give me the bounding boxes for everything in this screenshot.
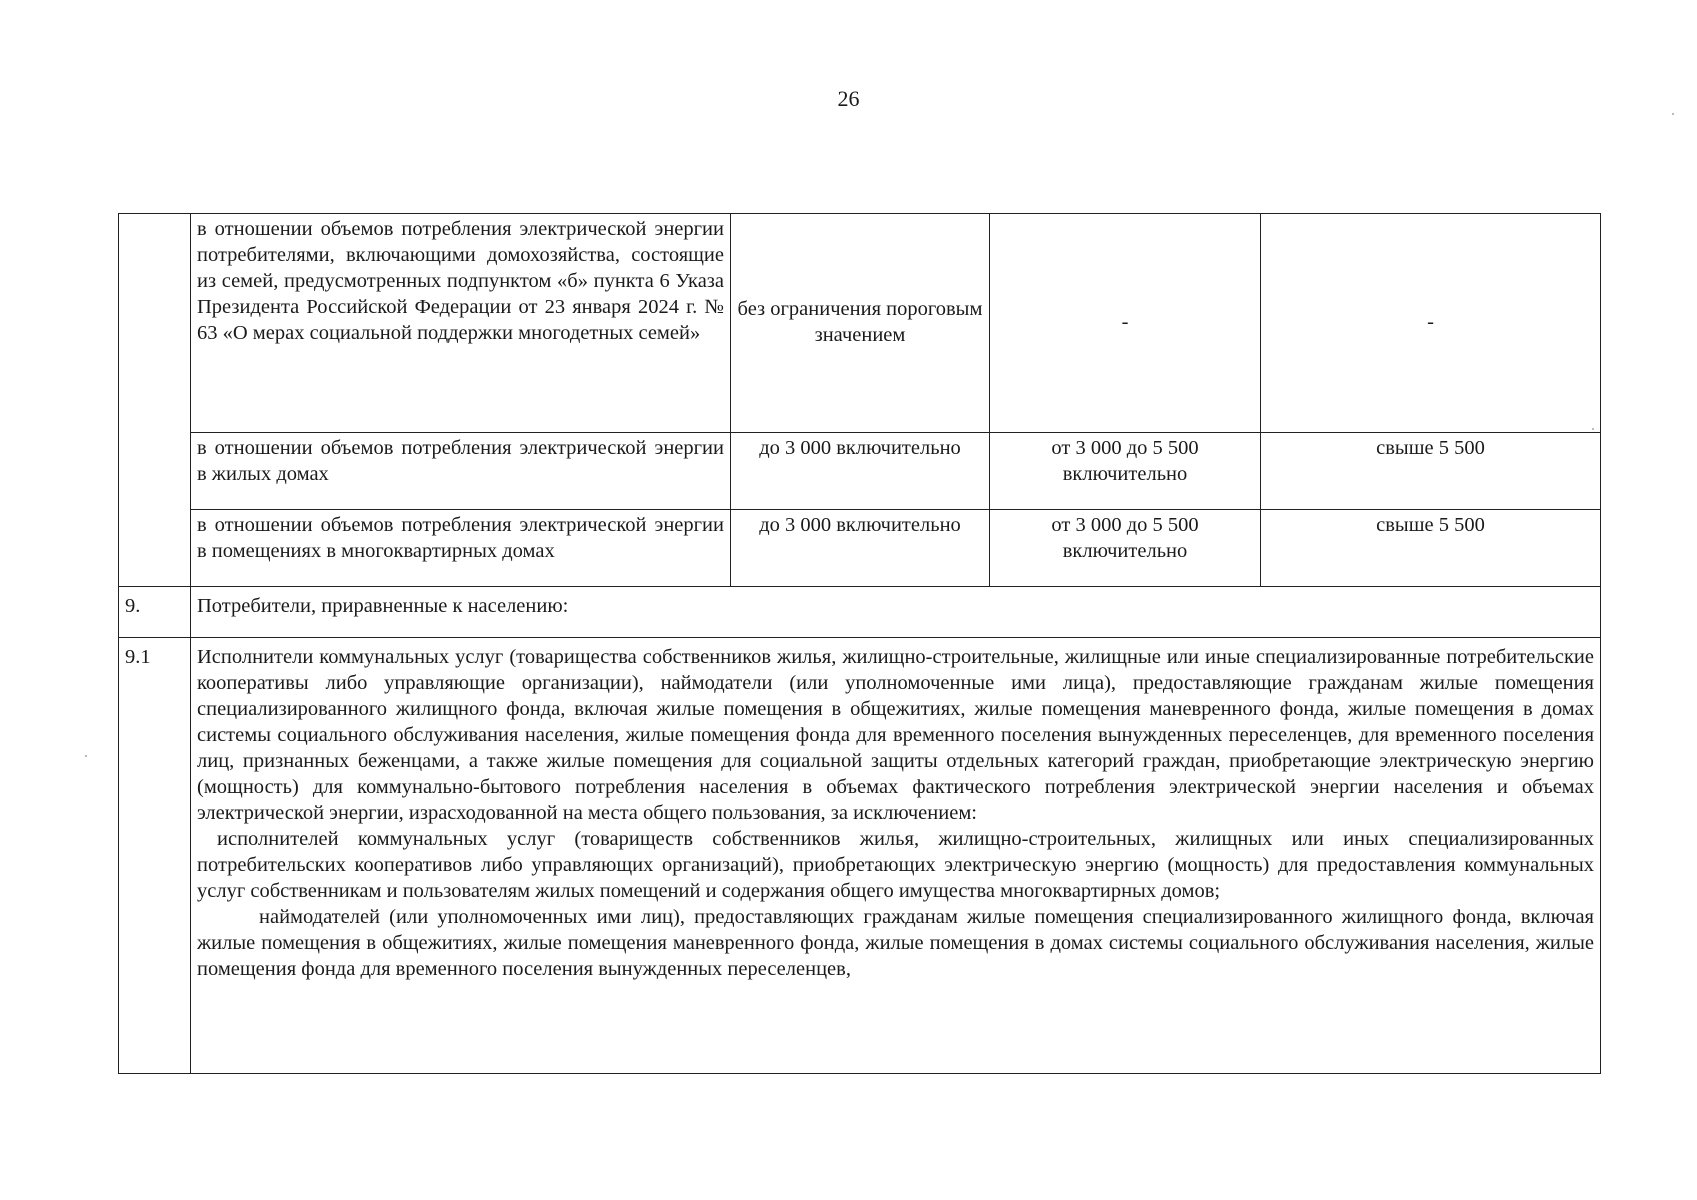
threshold-cell-c: свыше 5 500 [1261, 510, 1601, 587]
section-number: 9.1 [119, 638, 191, 1074]
description-cell: в отношении объемов потребления электрической энергии в жилых домах [191, 433, 731, 510]
threshold-cell-a: без ограничения пороговым значением [731, 214, 990, 433]
paragraph: исполнителей коммунальных услуг (товариществ собственников жилья, жилищно-строительных, жилищных или иных специализированных потребительских кооперативов либо управляющих организаций), приобретающих электрическую энергию (мощность) для предоставления коммунальных услуг собственникам и пользователям жилых помещений и содержания общего имущества многоквартирных домов; [197, 828, 1594, 902]
threshold-cell-c: - [1261, 214, 1601, 433]
paragraph: наймодателей (или уполномоченных ими лиц), предоставляющих гражданам жилые помещения специализированного жилищного фонда, включая жилые помещения в общежитиях, жилые помещения маневренного фонда, жилые помещения в домах системы социального обслуживания населения, жилые помещения фонда для временного поселения вынужденных переселенцев, [197, 906, 1594, 980]
row-number-cell-empty [119, 214, 191, 587]
section-number: 9. [119, 587, 191, 638]
page-number: 26 [837, 86, 860, 111]
table-row [119, 214, 1601, 433]
threshold-cell-b: от 3 000 до 5 500 включительно [990, 433, 1261, 510]
scan-speck [85, 755, 87, 757]
paragraph: Исполнители коммунальных услуг (товарищества собственников жилья, жилищно-строительные, жилищные или иные специализированные потребительские кооперативы либо управляющие организации), наймодатели (или уполномоченные ими лица), предоставляющие гражданам жилые помещения специализированного жилищного фонда, включая жилые помещения в общежитиях, жилые помещения маневренного фонда, жилые помещения в домах системы социального обслуживания населения, жилые помещения фонда для временного поселения вынужденных переселенцев, для временного поселения лиц, признанных беженцами, а также жилые помещения для социальной защиты отдельных категорий граждан, приобретающие электрическую энергию (мощность) для коммунально-бытового потребления населения в объемах фактического потребления электрической энергии населения и объемах электрической энергии, израсходованной на места общего пользования, за исключением: [197, 646, 1594, 824]
scan-speck [1592, 428, 1594, 430]
description-cell: в отношении объемов потребления электрической энергии потребителями, включающими домохозяйства, состоящие из семей, предусмотренных подпунктом «б» пункта 6 Указа Президента Российской Федерации от 23 января 2024 г. № 63 «О мерах социальной поддержки многодетных семей» [191, 214, 731, 433]
threshold-cell-a: до 3 000 включительно [731, 433, 990, 510]
section-9-1-row [119, 638, 1601, 1074]
threshold-cell-b: - [990, 214, 1261, 433]
threshold-cell-c: свыше 5 500 [1261, 433, 1601, 510]
table-row [119, 510, 1601, 587]
scan-speck [1672, 113, 1674, 115]
threshold-cell-b: от 3 000 до 5 500 включительно [990, 510, 1261, 587]
threshold-cell-a: до 3 000 включительно [731, 510, 990, 587]
section-title: Потребители, приравненные к населению: [191, 587, 1601, 638]
description-cell: в отношении объемов потребления электрической энергии в помещениях в многоквартирных домах [191, 510, 731, 587]
table-row [119, 433, 1601, 510]
tariff-table [118, 213, 1601, 1074]
section-body [191, 638, 1601, 1074]
section-9-row [119, 587, 1601, 638]
